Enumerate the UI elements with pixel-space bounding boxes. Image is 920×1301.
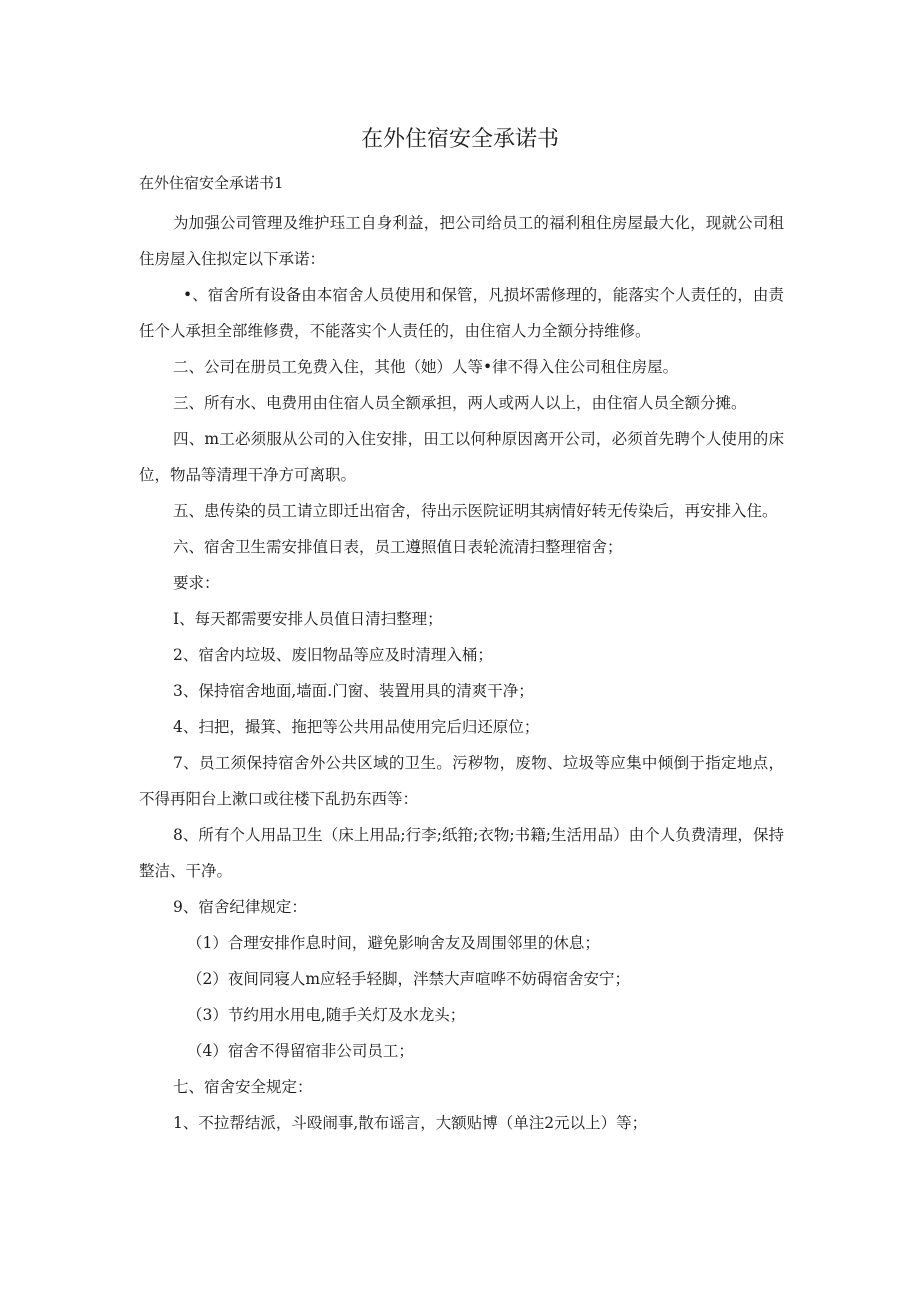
requirement-item: 9、宿舍纪律规定： [173, 898, 307, 916]
intro-paragraph: 为加强公司管理及维护珏工自身利益，把公司给员工的福利租住房屋最大化，现就公司租住房屋入住拟定以下承诺： [139, 214, 784, 268]
requirement-item: I、每天都需要安排人员值日清扫整理； [173, 610, 443, 628]
rule-paragraph: 四、m工必须服从公司的入住安排，田工以何种原因离开公司，必须首先聘个人使用的床位，物品等清理干净方可离职。 [139, 430, 784, 484]
discipline-item: （2）夜间同寝人m应轻手轻脚，泮禁大声喧哗不妨碍宿舍安宁； [187, 970, 631, 988]
rule-paragraph: 六、宿舍卫生需安排值日表，员工遵照值日表轮流清扫整理宿舍； [173, 538, 623, 556]
requirement-item: 8、所有个人用品卫生（床上用品;行李;纸箝;衣物;书籍;生活用品）由个人负费清理，保持整洁、干净。 [139, 826, 784, 880]
rule-paragraph: 三、所有水、电费用由住宿人员全额承担，两人或两人以上，由住宿人员全额分摊。 [173, 394, 747, 412]
discipline-item: （4）宿舍不得留宿非公司员工； [187, 1042, 414, 1060]
safety-item: 1、不拉帮结派，斗殴闹事,散布谣言，大额贴博（单注2元以上）等； [173, 1114, 648, 1132]
document-body [139, 205, 784, 1141]
discipline-item: （1）合理安排作息时间，避免影响舍友及周围邻里的休息； [187, 934, 600, 952]
rule-paragraph: 二、公司在册员工免费入住，其他（她）人等•律不得入住公司租住房屋。 [173, 358, 679, 376]
requirement-item: 4、扫把，撮箕、拖把等公共用品使用完后归还原位； [173, 718, 540, 736]
requirement-item: 7、员工须保持宿舍外公共区域的卫生。污秽物，废物、垃圾等应集中倾倒于指定地点，不得再阳台上漱口或往楼下乱扔东西等： [139, 754, 784, 808]
rule-paragraph: 五、患传染的员工请立即迁出宿舍，待出示医院证明其病情好转无传染后，再安排入住。 [173, 502, 778, 520]
document-subtitle: 在外住宿安全承诺书1 [139, 174, 284, 192]
requirement-item: 2、宿舍内垃圾、废旧物品等应及时清理入桶； [173, 646, 493, 664]
document-title: 在外住宿安全承诺书 [360, 127, 559, 152]
discipline-item: （3）节约用水用电,随手关灯及水龙头； [187, 1006, 466, 1024]
requirement-item: 3、保持宿舍地面,墙面.门窗、装置用具的清爽干净； [173, 682, 534, 700]
requirements-label: 要求： [173, 574, 220, 592]
rule-paragraph: •、宿舍所有设备由本宿舍人员使用和保管，凡损坏需修理的，能落实个人责任的，由责任个人承担全部维修费，不能落实个人责任的，由住宿人力全额分持维修。 [139, 286, 784, 340]
safety-label: 七、宿舍安全规定： [173, 1078, 313, 1096]
